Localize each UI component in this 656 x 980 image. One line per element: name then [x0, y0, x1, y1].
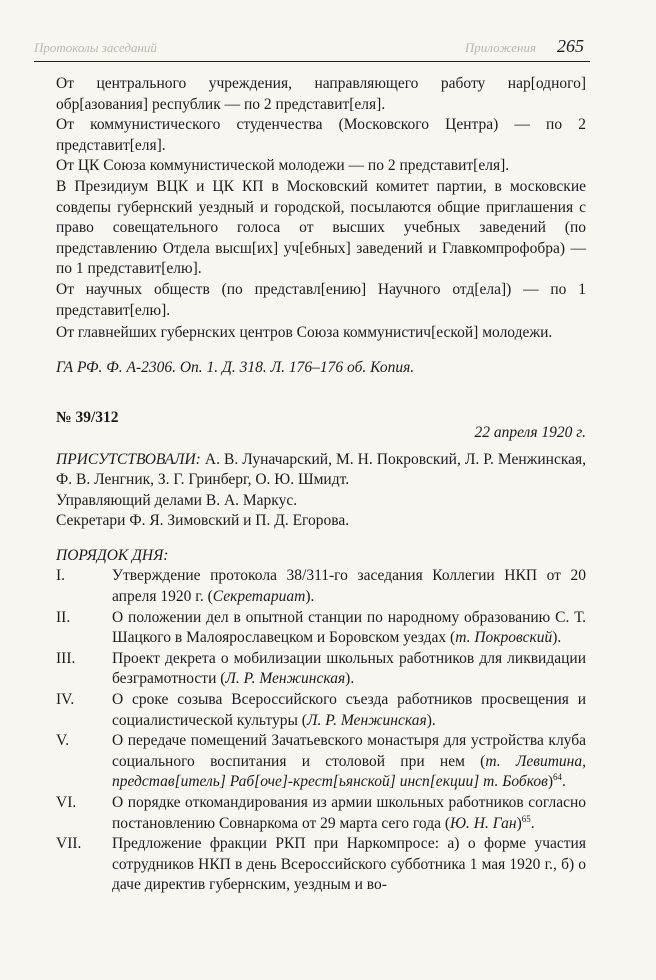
agenda-item-subject: О сроке созыва Всероссийского съезда работников просвещения и социалистической культуры — [112, 691, 586, 729]
agenda-item-speaker: т. Левитина, представ[итель] Раб[оче]-крест[ьянской] инсп[екции] т. Бобков — [112, 752, 586, 791]
agenda-item-number: II. — [56, 608, 71, 626]
agenda-item-text: Утверждение протокола 38/311-го заседания Коллегии НКП от 20 апреля 1920 г. (Секретариат). — [112, 567, 586, 606]
agenda-item-text: Проект декрета о мобилизации школьных работников для ликвидации безграмотности (Л. Р. Менжинская). — [112, 649, 586, 688]
page-body — [56, 74, 586, 896]
ghost-header-left: Протоколы заседаний — [34, 40, 157, 55]
agenda-item-subject: Утверждение протокола 38/311-го заседания Коллегии НКП от 20 апреля 1920 г. — [112, 567, 586, 606]
agenda-item-text: О порядке откомандирования из армии школьных работников согласно постановлению Совнаркома от 29 марта сего года (Ю. Н. Ган)$^{65}$. — [112, 794, 586, 832]
agenda-item-speaker: Л. Р. Менжинская — [306, 711, 427, 729]
agenda-item-speaker: Л. Р. Менжинская — [225, 670, 346, 688]
agenda-item-number: III. — [56, 649, 76, 667]
agenda-item-text: О положении дел в опытной станции по народному образованию С. Т. Шацкого в Малоярославецком и Боровском уездах (т. Покровский). — [112, 608, 586, 647]
agenda-item-subject: Проект декрета о мобилизации школьных работников для ликвидации безграмотности — [112, 649, 586, 688]
agenda-item-subject: Предложение фракции РКП при Наркомпросе: а) о форме участия сотрудников НКП в день Всероссийского субботника 1 мая 1920 г., б) о даче директив губернским, уездным и во- — [112, 835, 586, 894]
attendance-members: А. В. Луначарский, М. Н. Покровский, Л. Р. Менжинская, Ф. В. Ленгник, З. Г. Гринберг, О. Ю. Шмидт. — [56, 450, 587, 489]
document-date: 22 апреля 1920 г. — [474, 423, 586, 441]
agenda-item-subject: О положении дел в опытной станции по народному образованию С. Т. Шацкого в Малоярославецком и Боровском уездах — [112, 608, 586, 647]
page-number: 265 — [557, 36, 584, 56]
footnote-ref[interactable]: 65 — [521, 813, 531, 824]
document-number: № 39/312 — [56, 409, 119, 427]
agenda-item — [56, 690, 586, 731]
agenda-item-number: VI. — [56, 794, 77, 811]
agenda-item-number: VII. — [56, 835, 82, 853]
archive-source: ГА РФ. Ф. А-2306. Оп. 1. Д. 318. Л. 176–176 об. Копия. — [56, 358, 415, 376]
agenda-item-speaker: Секретариат — [212, 588, 306, 606]
agenda-title: ПОРЯДОК ДНЯ: — [56, 546, 169, 564]
paragraph: От ЦК Союза коммунистической молодежи — по 2 представит[еля]. — [56, 157, 510, 175]
bleed-through-header — [34, 40, 536, 56]
agenda-item-speaker: Ю. Н. Ган — [450, 814, 517, 832]
agenda-item — [56, 566, 586, 607]
agenda-list — [56, 566, 586, 896]
agenda-item-text: О передаче помещений Зачатьевского монастыря для устройства клуба социального воспитания и столовой при нем (т. Левитина, представ[итель] Раб[оче]-крест[ьянской] инсп[екции] т. Бобков)$^{64}$. — [112, 732, 586, 791]
attendance-secretaries: Секретари Ф. Я. Зимовский и П. Д. Егорова. — [56, 512, 350, 530]
agenda-item-number: IV. — [56, 691, 75, 709]
agenda-item — [56, 731, 586, 793]
paragraph: От главнейших губернских центров Союза коммунистич[еской] молодежи. — [56, 324, 553, 342]
footnote-ref[interactable]: 64 — [553, 772, 563, 783]
agenda-item-subject: О передаче помещений Зачатьевского монастыря для устройства клуба социального воспитания и столовой при нем — [112, 732, 586, 770]
agenda-item — [56, 608, 586, 649]
agenda-item-text — [112, 834, 586, 896]
attendance-label: ПРИСУТСТВОВАЛИ: — [56, 450, 201, 468]
agenda-item-speaker: т. Покровский — [455, 629, 553, 647]
agenda-item — [56, 793, 586, 834]
agenda-item — [56, 834, 586, 896]
agenda-item — [56, 649, 586, 690]
agenda-item-text: О сроке созыва Всероссийского съезда работников просвещения и социалистической культуры (Л. Р. Менжинская). — [112, 691, 586, 729]
attendance — [56, 450, 586, 491]
paragraph: От коммунистического студенчества (Московского Центра) — по 2 представит[еля]. — [56, 116, 586, 154]
paragraph: В Президиум ВЦК и ЦК КП в Московский комитет партии, в московские совдепы губернский уездный и городской, посылаются общие приглашения с право совещательного голоса от высших учебных заведений (по представлению Отдела высш[их] уч[ебных] заведений и Главкомпрофобра) — по 1 представит[елю]. — [56, 177, 586, 278]
paragraph: От центрального учреждения, направляющего работу нар[одного] обр[азования] республик — по 2 представит[еля]. — [56, 75, 586, 113]
paragraph: От научных обществ (по представл[ению] Научного отд[ела]) — по 1 представит[елю]. — [56, 280, 586, 319]
header-rule — [34, 61, 590, 62]
agenda-item-subject: О порядке откомандирования из армии школьных работников согласно постановлению Совнаркома от 29 марта сего года — [112, 794, 586, 832]
ghost-header-right: Приложения — [464, 40, 536, 55]
attendance-manager: Управляющий делами В. А. Маркус. — [56, 491, 298, 509]
agenda-item-number: I. — [56, 567, 66, 585]
agenda-item-number: V. — [56, 732, 70, 750]
